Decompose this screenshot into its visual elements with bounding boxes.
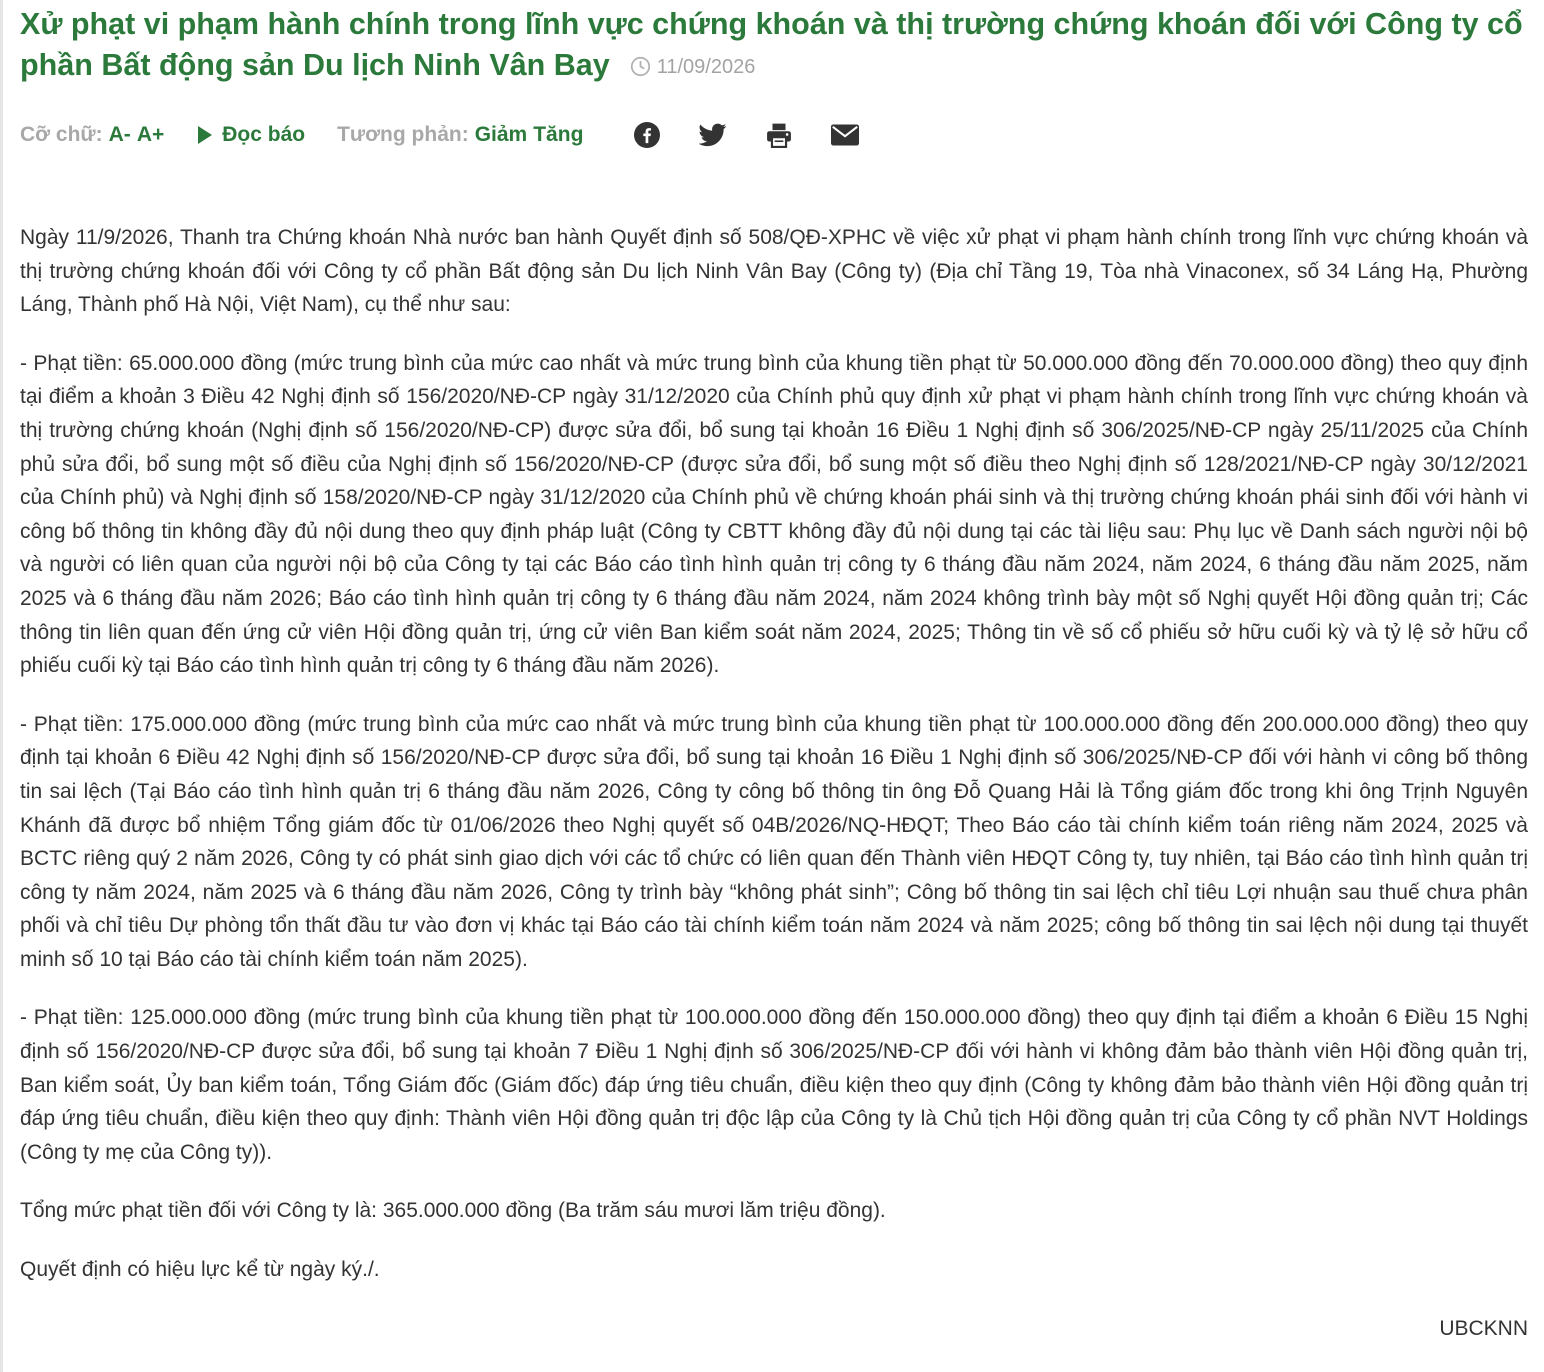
read-aloud-label: Đọc báo — [222, 123, 306, 146]
article-title: Xử phạt vi phạm hành chính trong lĩnh vực chứng khoán và thị trường chứng khoán đối với Công ty cổ phần Bất động sản Du lịch Ninh Vân Bay — [20, 7, 1523, 82]
article-date-text: 11/09/2026 — [656, 56, 756, 78]
article-paragraph: - Phạt tiền: 65.000.000 đồng (mức trung bình của mức cao nhất và mức trung bình của khung tiền phạt từ 50.000.000 đồng đến 70.000.000 đồng) theo quy định tại điểm a khoản 3 Điều 42 Nghị định số 156/2020/NĐ-CP ngày 31/12/2020 của Chính phủ quy định xử phạt vi phạm hành chính trong lĩnh vực chứng khoán và thị trường chứng khoán (Nghị định số 156/2020/NĐ-CP) được sửa đổi, bổ sung tại khoản 16 Điều 1 Nghị định số 306/2025/NĐ-CP ngày 25/11/2025 của Chính phủ sửa đổi, bổ sung một số điều của Nghị định số 156/2020/NĐ-CP (được sửa đổi, bổ sung một số điều theo Nghị định số 128/2021/NĐ-CP ngày 30/12/2021 của Chính phủ) và Nghị định số 158/2020/NĐ-CP ngày 31/12/2020 của Chính phủ về chứng khoán phái sinh và thị trường chứng khoán phái sinh đối với hành vi công bố thông tin không đầy đủ nội dung theo quy định pháp luật (Công ty CBTT không đầy đủ nội dung tại các tài liệu sau: Phụ lục về Danh sách người nội bộ và người có liên quan của người nội bộ của Công ty tại các Báo cáo tình hình quản trị công ty 6 tháng đầu năm 2024, năm 2024, 6 tháng đầu năm 2025, năm 2025 và 6 tháng đầu năm 2026; Báo cáo tình hình quản trị công ty 6 tháng đầu năm 2024, năm 2024 không trình bày một số Nghị quyết Hội đồng quản trị; Các thông tin liên quan đến ứng cử viên Hội đồng quản trị, ứng cử viên Ban kiểm soát năm 2024, 2025; Thông tin về số cổ phiếu sở hữu cuối kỳ và tỷ lệ sở hữu cổ phiếu cuối kỳ tại Báo cáo tình hình quản trị công ty 6 tháng đầu năm 2026). — [20, 351, 1528, 678]
contrast-control — [337, 123, 583, 147]
twitter-icon[interactable] — [699, 121, 727, 149]
print-icon[interactable] — [765, 121, 793, 149]
play-icon — [198, 126, 212, 144]
email-icon[interactable] — [831, 121, 859, 149]
font-size-control — [20, 123, 164, 147]
contrast-increase-button[interactable]: Tăng — [533, 123, 584, 146]
article-toolbar — [20, 118, 1528, 152]
font-size-label: Cỡ chữ: — [20, 123, 103, 146]
font-decrease-button[interactable]: A- — [108, 123, 131, 146]
article-paragraph: - Phạt tiền: 175.000.000 đồng (mức trung bình của mức cao nhất và mức trung bình của khung tiền phạt từ 100.000.000 đồng đến 200.000.000 đồng) theo quy định tại khoản 6 Điều 42 Nghị định số 156/2020/NĐ-CP được sửa đổi, bổ sung tại khoản 16 Điều 1 Nghị định số 306/2025/NĐ-CP đối với hành vi công bố thông tin sai lệch (Tại Báo cáo tình hình quản trị 6 tháng đầu năm 2026, Công ty công bố thông tin ông Đỗ Quang Hải là Tổng giám đốc trong khi ông Trịnh Nguyên Khánh đã được bổ nhiệm Tổng giám đốc từ 01/06/2026 theo Nghị quyết số 04B/2026/NQ-HĐQT; Theo Báo cáo tài chính kiểm toán riêng năm 2024, 2025 và BCTC riêng quý 2 năm 2026, Công ty có phát sinh giao dịch với các tổ chức có liên quan đến Thành viên HĐQT Công ty, tuy nhiên, tại Báo cáo tình hình quản trị công ty năm 2024, năm 2025 và 6 tháng đầu năm 2026, Công ty trình bày “không phát sinh”; Công bố thông tin sai lệch chỉ tiêu Lợi nhuận sau thuế chưa phân phối và chỉ tiêu Dự phòng tổn thất đầu tư vào đơn vị khác tại Báo cáo tài chính kiểm toán năm 2024 và năm 2025; công bố thông tin sai lệch nội dung tại thuyết minh số 10 tại Báo cáo tài chính kiểm toán năm 2025). — [20, 712, 1528, 971]
read-aloud-button[interactable] — [196, 123, 305, 147]
article-title-block — [20, 4, 1528, 88]
article-paragraph: - Phạt tiền: 125.000.000 đồng (mức trung bình của khung tiền phạt từ 100.000.000 đồng đến 150.000.000 đồng) theo quy định tại điểm a khoản 6 Điều 15 Nghị định số 156/2020/NĐ-CP được sửa đổi, bổ sung tại khoản 7 Điều 1 Nghị định số 306/2025/NĐ-CP đối với hành vi không đảm bảo thành viên Hội đồng quản trị, Ban kiểm soát, Ủy ban kiểm toán, Tổng Giám đốc (Giám đốc) đáp ứng tiêu chuẩn, điều kiện theo quy định (Công ty không đảm bảo thành viên Hội đồng quản trị đáp ứng tiêu chuẩn, điều kiện theo quy định: Thành viên Hội đồng quản trị độc lập của Công ty là Chủ tịch Hội đồng quản trị của Công ty cổ phần NVT Holdings (Công ty mẹ của Công ty)). — [20, 1006, 1528, 1164]
article-body — [20, 221, 1528, 1345]
article-signature: UBCKNN — [1439, 1316, 1528, 1340]
article — [3, 0, 1544, 1345]
article-paragraph: Ngày 11/9/2026, Thanh tra Chứng khoán Nhà nước ban hành Quyết định số 508/QĐ-XPHC về việc xử phạt vi phạm hành chính trong lĩnh vực chứng khoán và thị trường chứng khoán đối với Công ty cổ phần Bất động sản Du lịch Ninh Vân Bay (Công ty) (Địa chỉ Tầng 19, Tòa nhà Vinaconex, số 34 Láng Hạ, Phường Láng, Thành phố Hà Nội, Việt Nam), cụ thể như sau: — [20, 226, 1528, 317]
facebook-icon[interactable] — [633, 121, 661, 149]
article-date — [630, 56, 756, 78]
contrast-decrease-button[interactable]: Giảm — [474, 123, 528, 146]
article-paragraph: Tổng mức phạt tiền đối với Công ty là: 365.000.000 đồng (Ba trăm sáu mươi lăm triệu đồng). — [20, 1199, 886, 1223]
share-bar — [633, 121, 897, 149]
article-paragraph: Quyết định có hiệu lực kể từ ngày ký./. — [20, 1258, 380, 1282]
clock-icon — [630, 56, 651, 77]
font-increase-button[interactable]: A+ — [136, 123, 165, 146]
contrast-label: Tương phản: — [337, 123, 469, 146]
